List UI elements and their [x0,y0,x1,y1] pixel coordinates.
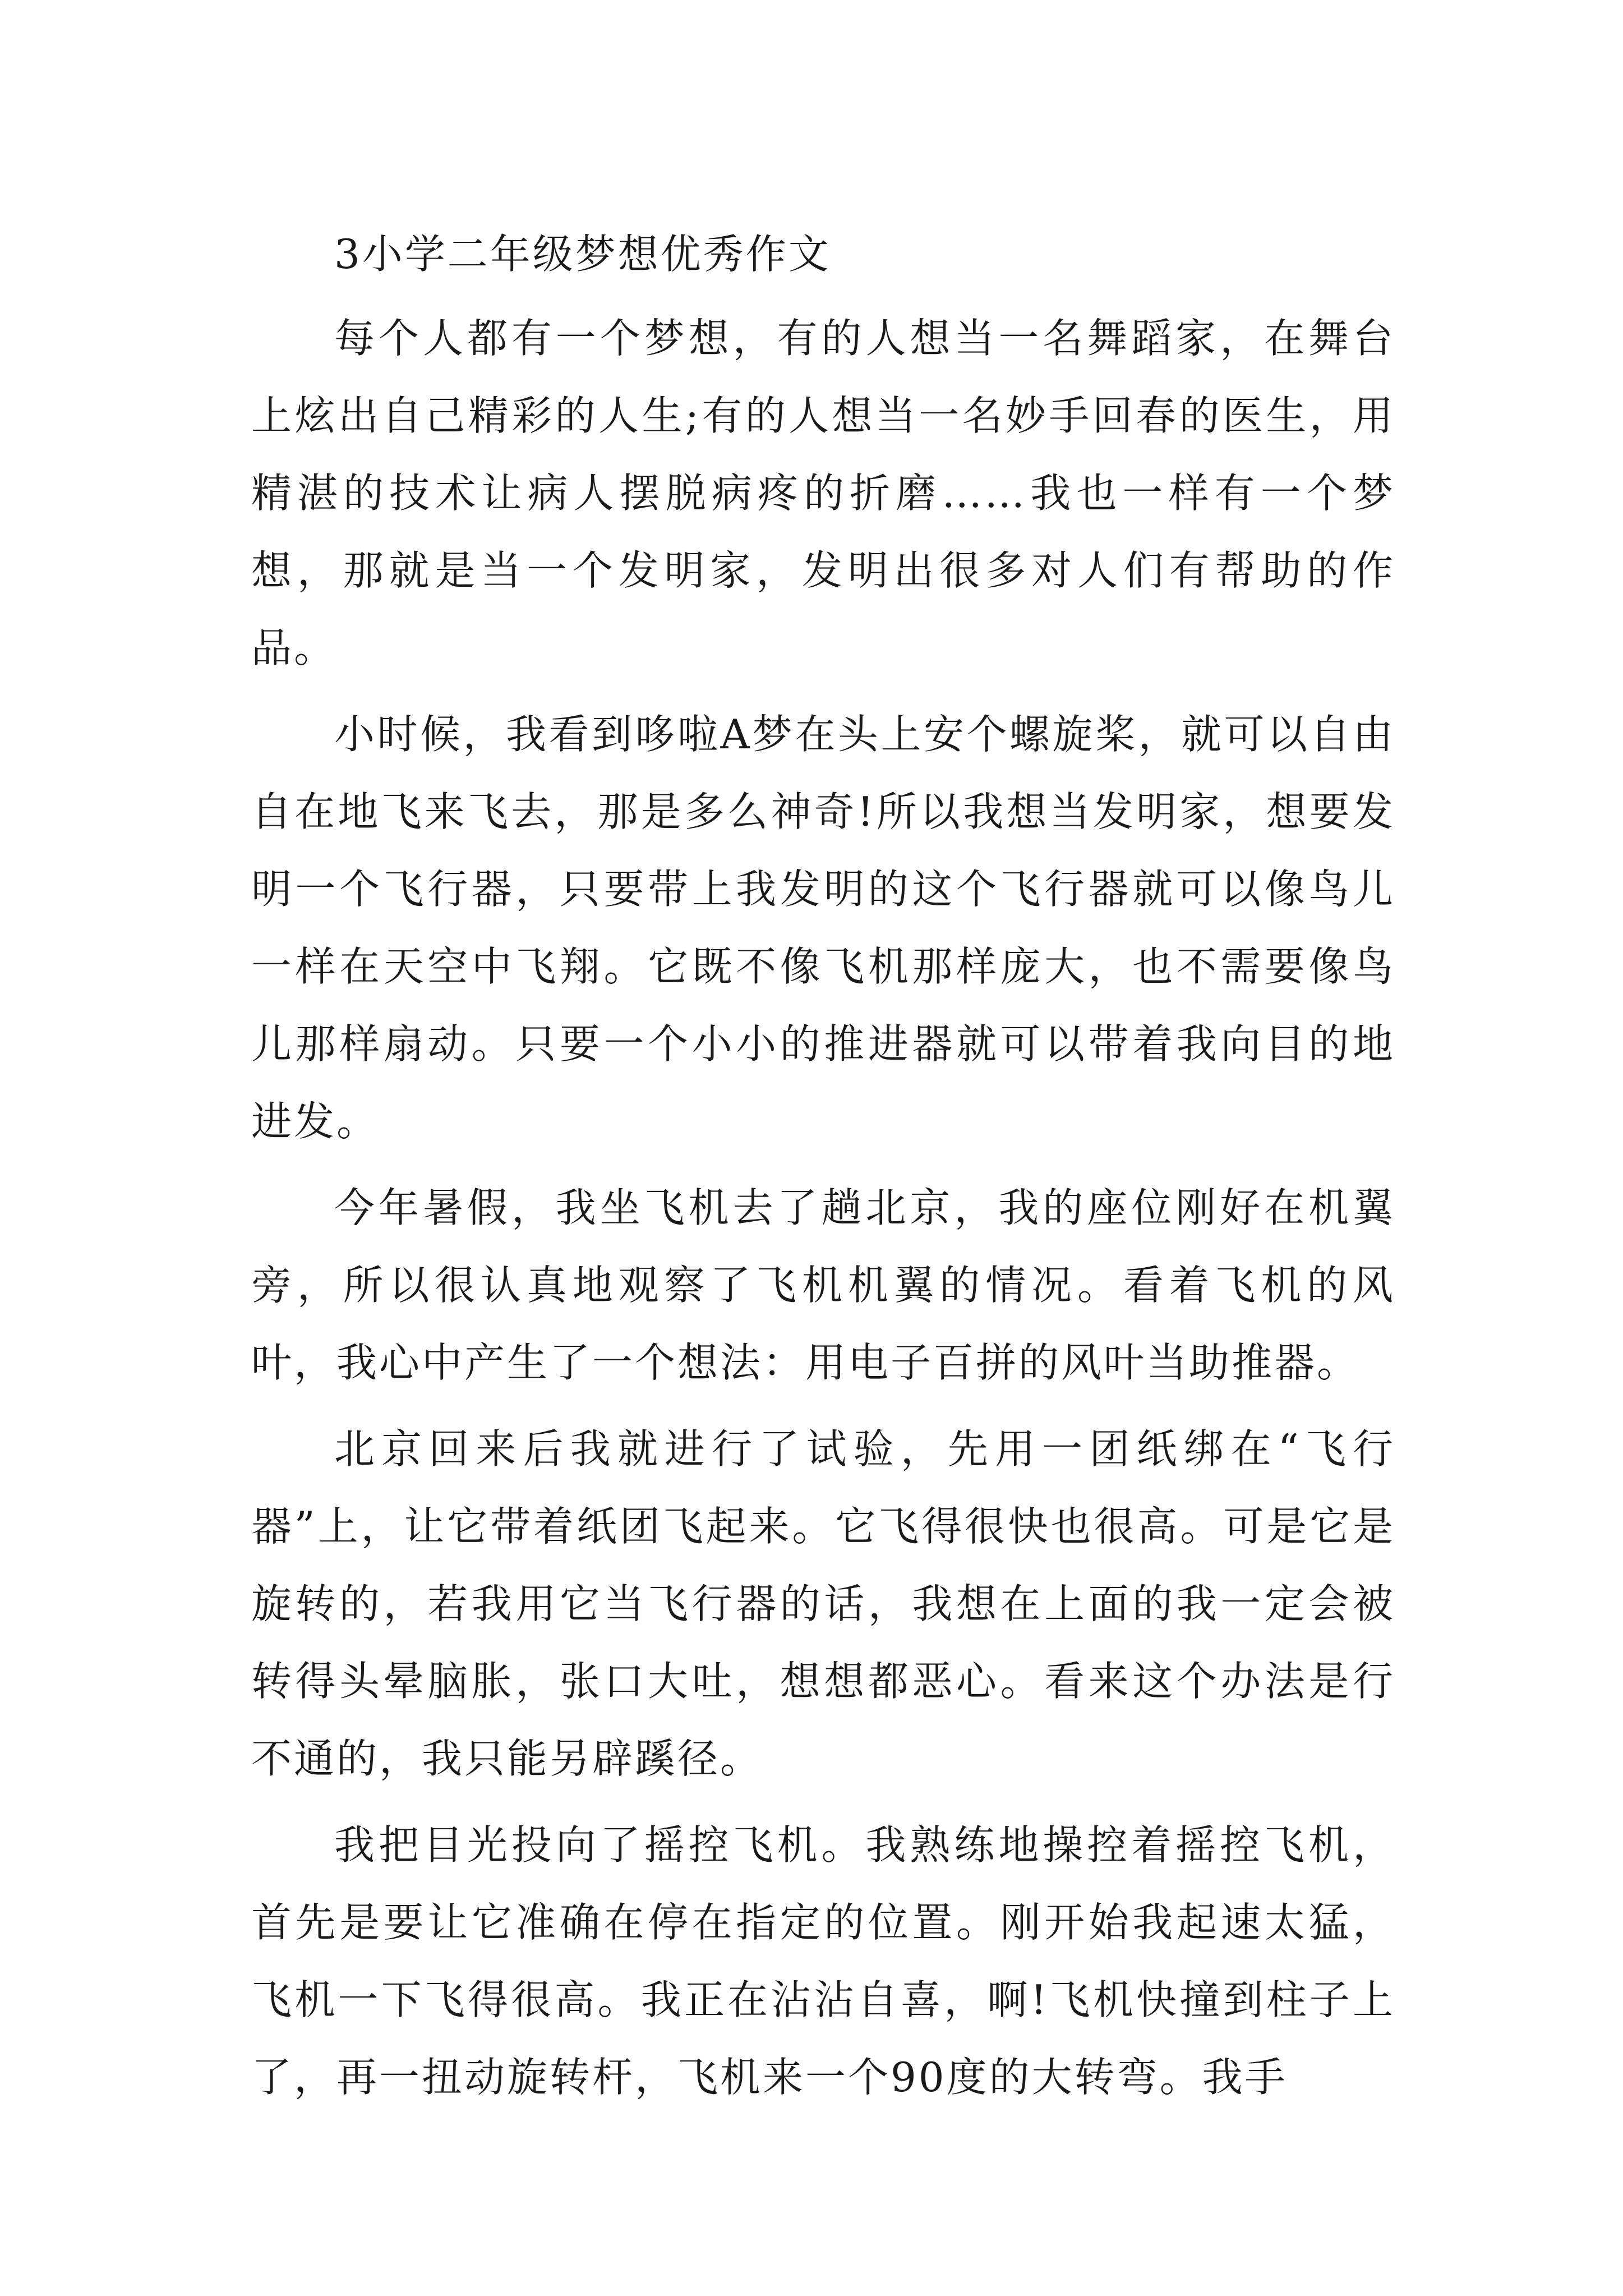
paragraph-5: 我把目光投向了摇控飞机。我熟练地操控着摇控飞机，首先是要让它准确在停在指定的位置。刚开始我起速太猛，飞机一下飞得很高。我正在沾沾自喜，啊!飞机快撞到柱子上了，再一扭动旋转杆，飞机来一个90度的大转弯。我手 [251,1821,1395,2101]
paragraph-2: 小时候，我看到哆啦A梦在头上安个螺旋桨，就可以自由自在地飞来飞去，那是多么神奇!所以我想当发明家，想要发明一个飞行器，只要带上我发明的这个飞行器就可以像鸟儿一样在天空中飞翔。它既不像飞机那样庞大，也不需要像鸟儿那样扇动。只要一个小小的推进器就可以带着我向目的地进发。 [251,711,1395,1145]
document-body [251,215,1395,2125]
document-title: 3小学二年级梦想优秀作文 [334,231,831,278]
paragraph-4: 北京回来后我就进行了试验，先用一团纸绑在“飞行器”上，让它带着纸团飞起来。它飞得很快也很高。可是它是旋转的，若我用它当飞行器的话，我想在上面的我一定会被转得头晕脑胀，张口大吐，想想都恶心。看来这个办法是行不通的，我只能另辟蹊径。 [251,1425,1395,1782]
paragraph-1: 每个人都有一个梦想，有的人想当一名舞蹈家，在舞台上炫出自己精彩的人生;有的人想当一名妙手回春的医生，用精湛的技术让病人摆脱病疼的折磨……我也一样有一个梦想，那就是当一个发明家，发明出很多对人们有帮助的作品。 [251,315,1395,671]
paragraph-3: 今年暑假，我坐飞机去了趟北京，我的座位刚好在机翼旁，所以很认真地观察了飞机机翼的情况。看着飞机的风叶，我心中产生了一个想法：用电子百拼的风叶当助推器。 [251,1184,1395,1386]
